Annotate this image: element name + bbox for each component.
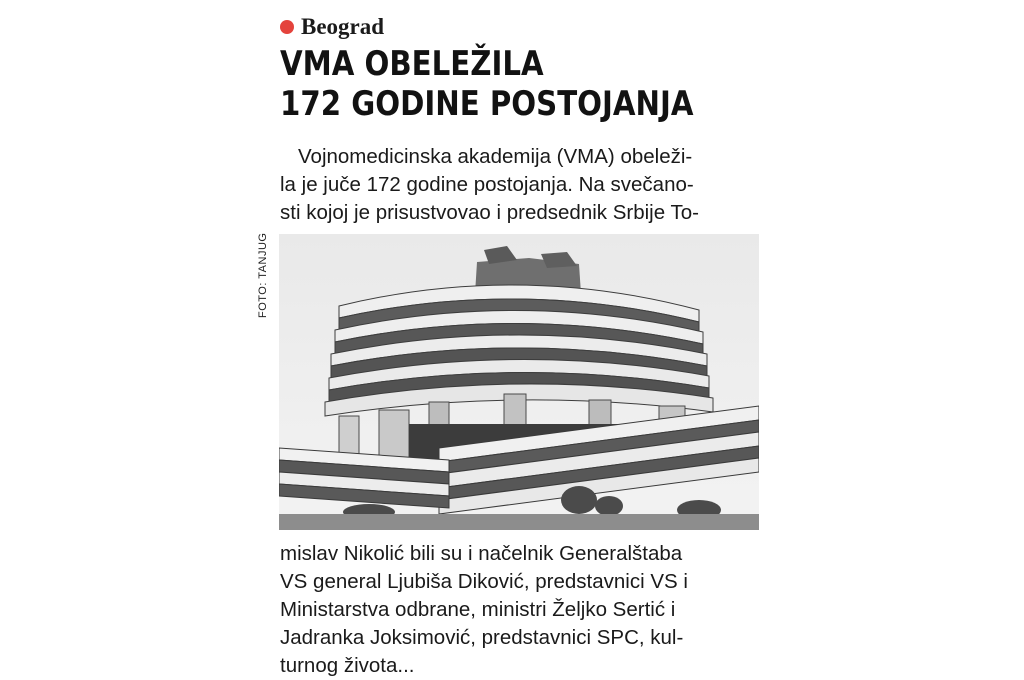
lead-line: Vojnomedicinska akademija (VMA) obeleži- <box>298 145 693 168</box>
red-dot-icon <box>280 20 294 34</box>
building-photo <box>279 234 759 530</box>
headline-line-2: 172 GODINE POSTOJANJA <box>280 84 694 124</box>
location-kicker <box>280 14 384 40</box>
body-line: turnog života... <box>280 654 415 677</box>
location-label: Beograd <box>301 14 385 39</box>
body-line: Ministarstva odbrane, ministri Željko Sertić i <box>280 598 676 621</box>
body-line: mislav Nikolić bili su i načelnik Generalštaba <box>280 542 683 565</box>
photo-credit: FOTO: TANJUG <box>257 232 269 318</box>
lead-paragraph <box>280 143 760 227</box>
headline <box>280 44 693 124</box>
lead-line: sti kojoj je prisustvovao i predsednik Srbije To- <box>280 201 699 224</box>
body-line: Jadranka Joksimović, predstavnici SPC, kul- <box>280 626 684 649</box>
body-line: VS general Ljubiša Diković, predstavnici VS i <box>280 570 688 593</box>
lead-line: la je juče 172 godine postojanja. Na svečano- <box>280 173 694 196</box>
body-paragraph <box>280 540 762 680</box>
headline-line-1: VMA OBELEŽILA <box>280 44 544 84</box>
